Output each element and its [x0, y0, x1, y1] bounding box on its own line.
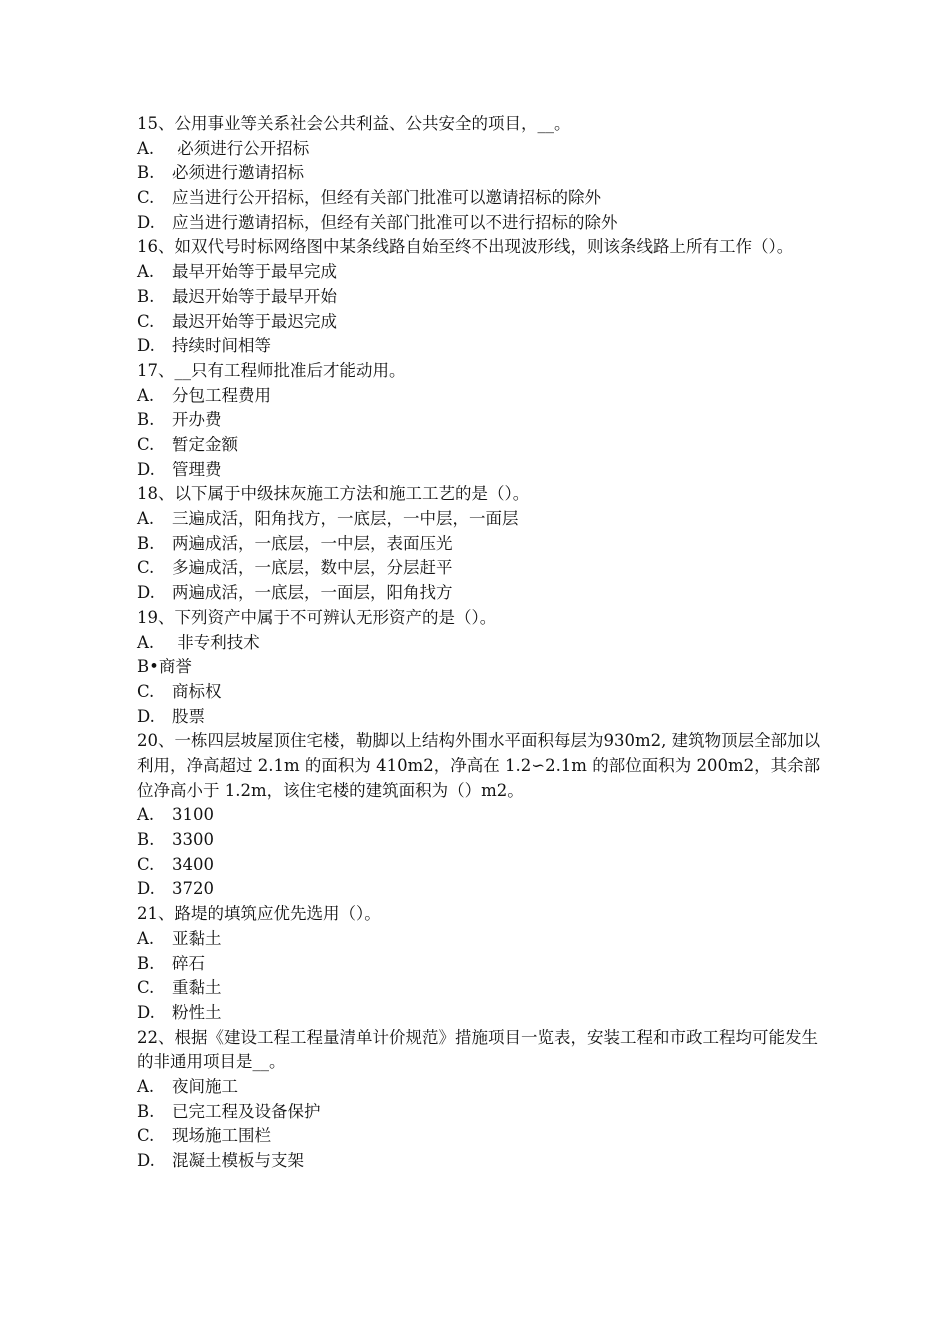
option-text: 3300	[172, 830, 214, 850]
option-letter: B•	[137, 657, 159, 677]
question-18	[137, 482, 827, 605]
option-letter: C.	[137, 558, 155, 578]
option-text: 多遍成活，一底层，数中层，分层赶平	[172, 558, 453, 578]
option-d	[137, 581, 827, 606]
option-d	[137, 1149, 827, 1174]
option-letter: A.	[137, 385, 155, 405]
option-c	[137, 310, 827, 335]
option-letter: C.	[137, 311, 155, 331]
question-text: 19、下列资产中属于不可辨认无形资产的是（）。	[137, 607, 497, 627]
option-a	[137, 631, 827, 656]
option-letter: C.	[137, 434, 155, 454]
option-c	[137, 433, 827, 458]
option-text: 已完工程及设备保护	[172, 1101, 321, 1121]
question-text: 22、根据《建设工程工程量清单计价规范》措施项目一览表，安装工程和市政工程均可能发生的非通用项目是__。	[137, 1027, 818, 1072]
question-22	[137, 1026, 827, 1174]
document-page	[137, 112, 827, 1174]
question-15	[137, 112, 827, 235]
option-d	[137, 1001, 827, 1026]
option-letter: C.	[137, 188, 155, 208]
option-text: 混凝土模板与支架	[172, 1151, 304, 1171]
question-text: 15、公用事业等关系社会公共利益、公共安全的项目，__。	[137, 114, 571, 133]
option-letter: C.	[137, 978, 155, 998]
option-letter: A.	[137, 509, 155, 529]
option-text: 必须进行邀请招标	[172, 163, 304, 183]
question-text: 16、如双代号时标网络图中某条线路自始至终不出现波形线，则该条线路上所有工作（）。	[137, 237, 794, 257]
option-b	[137, 1100, 827, 1125]
option-letter: C.	[137, 1126, 155, 1146]
option-b	[137, 161, 827, 186]
question-17	[137, 359, 827, 482]
option-a	[137, 137, 827, 162]
option-letter: D.	[137, 583, 155, 603]
option-letter: B.	[137, 953, 155, 973]
option-text: 应当进行邀请招标，但经有关部门批准可以不进行招标的除外	[172, 212, 618, 232]
option-d	[137, 211, 827, 236]
option-text: 3720	[172, 879, 214, 899]
option-a	[137, 803, 827, 828]
option-text: 夜间施工	[172, 1076, 238, 1096]
option-b	[137, 952, 827, 977]
option-text: 最迟开始等于最迟完成	[172, 311, 337, 331]
option-text: 最早开始等于最早完成	[172, 262, 337, 282]
option-letter: B.	[137, 533, 155, 553]
option-text: 重黏土	[172, 978, 222, 998]
option-text: 商誉	[158, 657, 192, 677]
question-text: 18、以下属于中级抹灰施工方法和施工工艺的是（）。	[137, 484, 530, 504]
option-text: 亚黏土	[172, 928, 222, 948]
question-text: 17、__只有工程师批准后才能动用。	[137, 360, 406, 380]
option-letter: B.	[137, 830, 155, 850]
option-c	[137, 680, 827, 705]
option-letter: D.	[137, 706, 155, 726]
option-text: 两遍成活，一底层，一中层，表面压光	[172, 533, 453, 553]
option-a	[137, 384, 827, 409]
option-letter: C.	[137, 854, 155, 874]
option-letter: A.	[137, 928, 155, 948]
option-c	[137, 976, 827, 1001]
option-b	[137, 408, 827, 433]
option-text: 开办费	[172, 410, 222, 430]
option-c	[137, 853, 827, 878]
option-c	[137, 556, 827, 581]
option-letter: D.	[137, 1151, 155, 1171]
option-letter: D.	[137, 336, 155, 356]
option-text: 分包工程费用	[172, 385, 271, 405]
option-text: 管理费	[172, 459, 222, 479]
option-text: 股票	[172, 706, 205, 726]
option-text: 最迟开始等于最早开始	[172, 286, 337, 306]
option-letter: A.	[137, 805, 155, 825]
option-text: 非专利技术	[172, 632, 260, 652]
question-16	[137, 235, 827, 358]
option-text: 持续时间相等	[172, 336, 271, 356]
option-letter: A.	[137, 1076, 155, 1096]
question-text: 21、路堤的填筑应优先选用（）。	[137, 904, 381, 924]
option-a	[137, 927, 827, 952]
option-c	[137, 1124, 827, 1149]
option-letter: A.	[137, 138, 155, 158]
option-text: 3400	[172, 854, 214, 874]
option-letter: C.	[137, 681, 155, 701]
option-d	[137, 705, 827, 730]
option-b	[137, 285, 827, 310]
option-a	[137, 507, 827, 532]
option-d	[137, 877, 827, 902]
option-b	[137, 532, 827, 557]
question-text: 20、一栋四层坡屋顶住宅楼，勒脚以上结构外围水平面积每层为930m2, 建筑物顶层全部加以利用，净高超过 2.1m 的面积为 410m2，净高在 1.2∽2.1m 的部位面积为 200m2，其余部位净高小于 1.2m，该住宅楼的建筑面积为（）m2。	[137, 731, 821, 800]
option-letter: A.	[137, 262, 155, 282]
option-b	[137, 655, 827, 680]
option-letter: A.	[137, 632, 155, 652]
option-letter: B.	[137, 163, 155, 183]
option-c	[137, 186, 827, 211]
option-text: 三遍成活，阳角找方，一底层，一中层，一面层	[172, 509, 519, 529]
option-text: 现场施工围栏	[172, 1126, 271, 1146]
option-text: 碎石	[172, 953, 205, 973]
option-a	[137, 260, 827, 285]
option-text: 两遍成活，一底层，一面层，阳角找方	[172, 583, 453, 603]
option-text: 粉性土	[172, 1002, 222, 1022]
option-text: 暂定金额	[172, 434, 238, 454]
option-d	[137, 334, 827, 359]
question-21	[137, 902, 827, 1025]
option-text: 商标权	[172, 681, 222, 701]
option-letter: D.	[137, 1002, 155, 1022]
option-text: 3100	[172, 805, 214, 825]
option-d	[137, 458, 827, 483]
option-a	[137, 1075, 827, 1100]
option-letter: B.	[137, 1101, 155, 1121]
question-20	[137, 729, 827, 902]
option-text: 必须进行公开招标	[172, 138, 310, 158]
option-text: 应当进行公开招标，但经有关部门批准可以邀请招标的除外	[172, 188, 601, 208]
option-letter: D.	[137, 459, 155, 479]
option-b	[137, 828, 827, 853]
option-letter: B.	[137, 410, 155, 430]
option-letter: D.	[137, 879, 155, 899]
option-letter: D.	[137, 212, 155, 232]
question-19	[137, 606, 827, 729]
option-letter: B.	[137, 286, 155, 306]
